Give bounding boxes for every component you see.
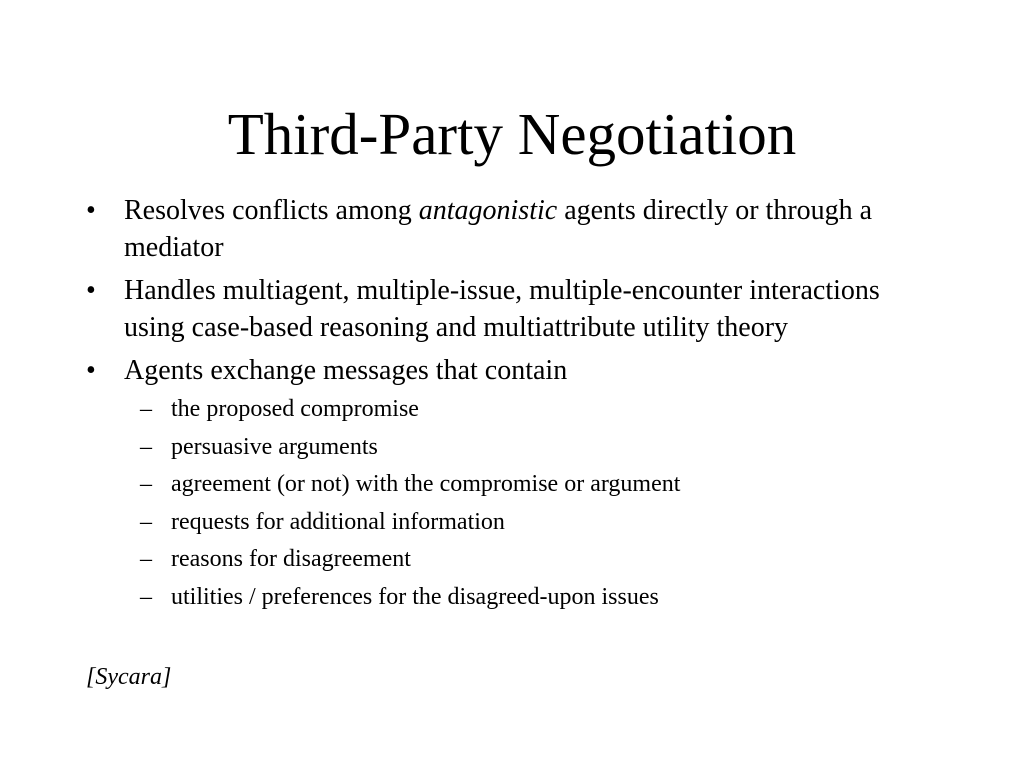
bullet-text-start: Resolves conflicts among <box>124 195 419 226</box>
bullet-marker: • <box>86 355 96 386</box>
sub-bullet-list <box>124 393 934 613</box>
sub-bullet-text: persuasive arguments <box>171 433 378 460</box>
slide-title: Third-Party Negotiation <box>227 101 797 167</box>
sub-bullet-marker: – <box>140 508 152 535</box>
bullet-text: Agents exchange messages that contain <box>124 355 568 386</box>
bullet-marker: • <box>86 275 96 306</box>
bullet-item <box>84 272 934 346</box>
sub-bullet-item <box>84 393 934 425</box>
sub-bullet-text: the proposed compromise <box>171 396 419 422</box>
sub-bullet-marker: – <box>140 471 152 497</box>
bullet-text: Handles multiagent, multiple-issue, multiple-encounter interactions using case-based reasoning and multiattribute utility theory <box>124 275 880 343</box>
sub-bullet-text: reasons for disagreement <box>171 546 411 572</box>
sub-bullet-item <box>84 581 934 613</box>
bullet-text-end: agents directly or through a mediator <box>124 195 873 263</box>
bullet-text-emphasis: antagonistic <box>418 195 558 226</box>
sub-bullet-marker: – <box>140 433 152 460</box>
sub-bullet-text: requests for additional information <box>171 508 505 535</box>
bullet-list <box>84 192 934 619</box>
bullet-marker: • <box>86 195 96 226</box>
sub-bullet-text: utilities / preferences for the disagreed-upon issues <box>171 583 659 610</box>
sub-bullet-item <box>84 543 934 575</box>
sub-bullet-marker: – <box>140 583 152 610</box>
bullet-item <box>84 192 934 266</box>
sub-bullet-marker: – <box>140 546 152 572</box>
sub-bullet-marker: – <box>140 396 152 422</box>
sub-bullet-item <box>84 506 934 538</box>
source-citation: [Sycara] <box>86 664 172 690</box>
sub-bullet-item <box>84 431 934 463</box>
sub-bullet-item <box>84 468 934 500</box>
bullet-item <box>84 352 934 613</box>
sub-bullet-text: agreement (or not) with the compromise or argument <box>171 471 681 497</box>
